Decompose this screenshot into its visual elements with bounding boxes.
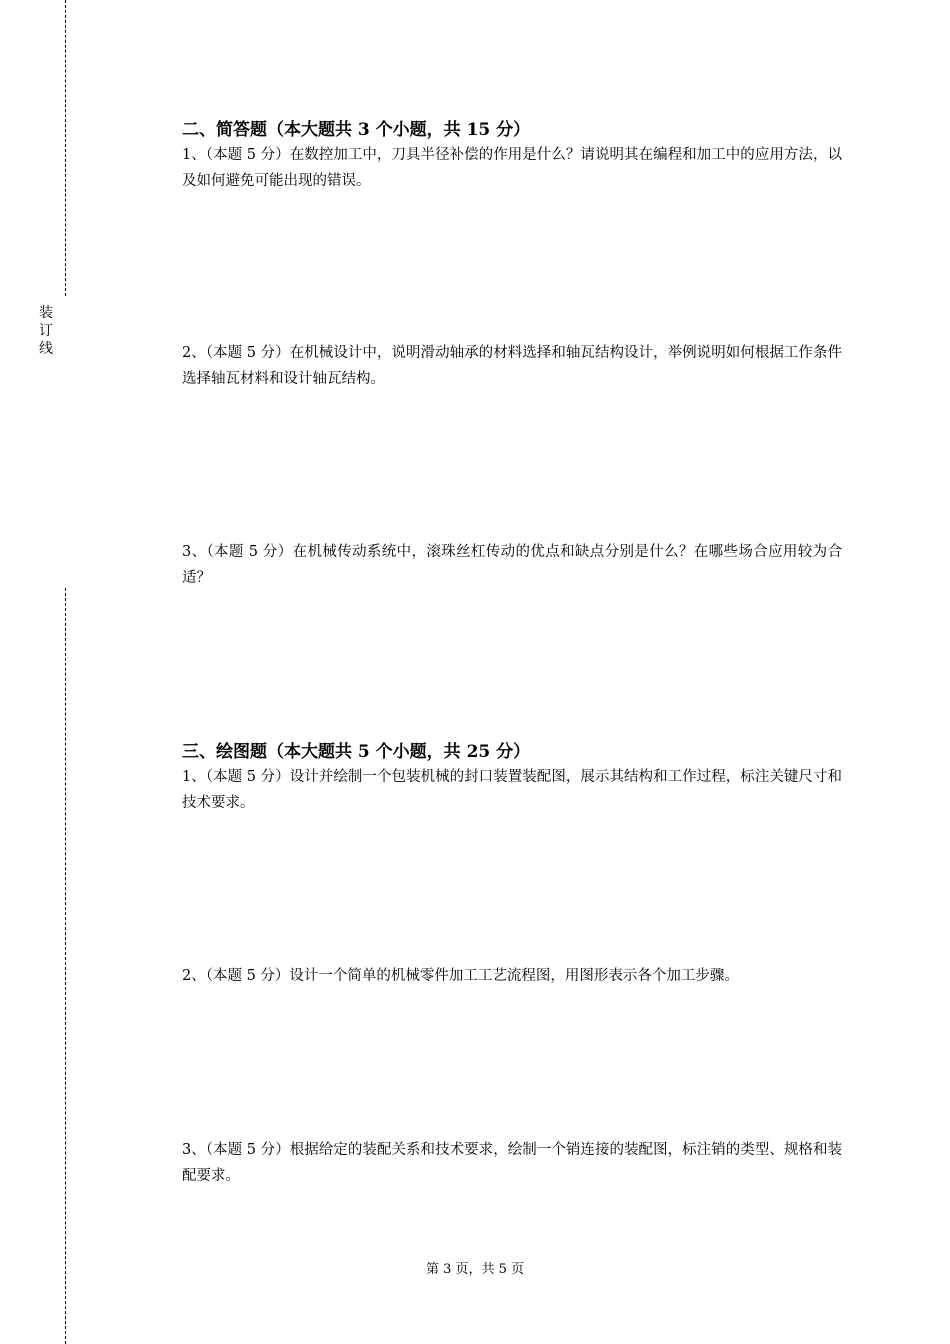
question-3-3: 3、（本题 5 分）根据给定的装配关系和技术要求，绘制一个销连接的装配图，标注销的类型、规格和装配要求。 — [182, 1142, 842, 1184]
question-2-2: 2、（本题 5 分）在机械设计中，说明滑动轴承的材料选择和轴瓦结构设计，举例说明如何根据工作条件选择轴瓦材料和设计轴瓦结构。 — [182, 345, 842, 387]
binding-label-char: 装 — [39, 305, 53, 321]
binding-line-label — [38, 304, 54, 358]
binding-label-char: 订 — [39, 323, 53, 339]
question-3-2: 2、（本题 5 分）设计一个简单的机械零件加工工艺流程图，用图形表示各个加工步骤。 — [182, 968, 739, 984]
section-title-short-answer: 二、简答题（本大题共 3 个小题，共 15 分） — [182, 120, 531, 140]
question-2-1: 1、（本题 5 分）在数控加工中，刀具半径补偿的作用是什么？请说明其在编程和加工中的应用方法，以及如何避免可能出现的错误。 — [182, 147, 842, 189]
question-2-3: 3、（本题 5 分）在机械传动系统中，滚珠丝杠传动的优点和缺点分别是什么？在哪些场合应用较为合适？ — [182, 544, 842, 586]
page-number: 第 3 页，共 5 页 — [425, 1262, 525, 1277]
question-3-1: 1、（本题 5 分）设计并绘制一个包装机械的封口装置装配图，展示其结构和工作过程，标注关键尺寸和技术要求。 — [182, 769, 842, 811]
binding-dashed-line-bottom — [65, 588, 66, 1344]
binding-label-char: 线 — [39, 341, 53, 357]
binding-dashed-line-top — [65, 0, 66, 296]
section-title-drawing: 三、绘图题（本大题共 5 个小题，共 25 分） — [182, 742, 531, 762]
